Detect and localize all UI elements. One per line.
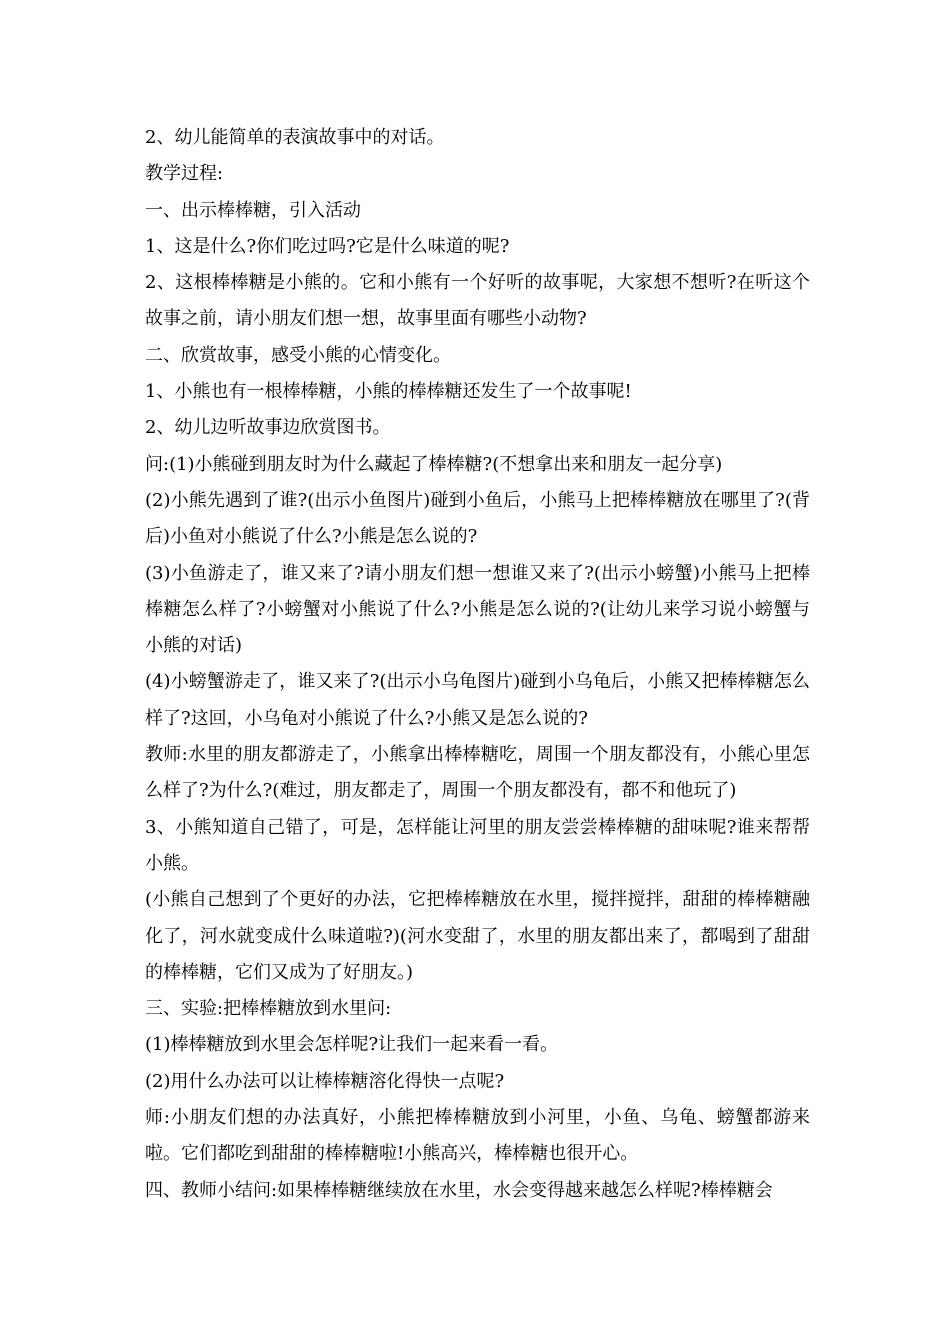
paragraph-2-2: 2、幼儿边听故事边欣赏图书。 [145, 417, 391, 439]
paragraph-experiment-2: (2)用什么办法可以让棒棒糖溶化得快一点呢? [145, 1070, 505, 1092]
paragraph-question-4: (4)小螃蟹游走了，谁又来了?(出示小乌龟图片)碰到小乌龟后，小熊又把棒棒糖怎么样了?这回，小乌龟对小熊说了什么?小熊又是怎么说的? [145, 671, 810, 729]
section-heading-4: 四、教师小结问:如果棒棒糖继续放在水里，水会变得越来越怎么样呢?棒棒糖会 [145, 1179, 773, 1201]
paragraph-experiment-1: (1)棒棒糖放到水里会怎样呢?让我们一起来看一看。 [145, 1034, 559, 1056]
section-heading-3: 三、实验:把棒棒糖放到水里问: [145, 998, 392, 1020]
paragraph-question-1: 问:(1)小熊碰到朋友时为什么藏起了棒棒糖?(不想拿出来和朋友一起分享) [145, 453, 723, 475]
document-page [145, 120, 810, 1209]
paragraph-objective-2: 2、幼儿能简单的表演故事中的对话。 [145, 127, 445, 148]
paragraph-answer: (小熊自己想到了个更好的办法，它把棒棒糖放在水里，搅拌搅拌，甜甜的棒棒糖融化了，河水就变成什么味道啦?)(河水变甜了，水里的朋友都出来了，都喝到了甜甜的棒棒糖，它们又成为了好朋友。) [145, 889, 810, 983]
paragraph-1-1: 1、这是什么?你们吃过吗?它是什么味道的呢? [145, 235, 510, 257]
paragraph-question-3: (3)小鱼游走了，谁又来了?请小朋友们想一想谁又来了?(出示小螃蟹)小熊马上把棒棒糖怎么样了?小螃蟹对小熊说了什么?小熊是怎么说的?(让幼儿来学习说小螃蟹与小熊的对话) [145, 562, 810, 657]
paragraph-1-2: 2、这根棒棒糖是小熊的。它和小熊有一个好听的故事呢，大家想不想听?在听这个故事之前，请小朋友们想一想，故事里面有哪些小动物? [145, 272, 810, 330]
paragraph-2-3: 3、小熊知道自己错了，可是，怎样能让河里的朋友尝尝棒棒糖的甜味呢?谁来帮帮小熊。 [145, 816, 810, 874]
paragraph-process-heading: 教学过程: [145, 163, 224, 185]
paragraph-question-2: (2)小熊先遇到了谁?(出示小鱼图片)碰到小鱼后，小熊马上把棒棒糖放在哪里了?(背后)小鱼对小熊说了什么?小熊是怎么说的? [145, 489, 810, 548]
paragraph-teacher: 教师:水里的朋友都游走了，小熊拿出棒棒糖吃，周围一个朋友都没有，小熊心里怎么样了?为什么?(难过，朋友都走了，周围一个朋友都没有，都不和他玩了) [145, 744, 810, 802]
section-heading-2: 二、欣赏故事，感受小熊的心情变化。 [145, 344, 451, 366]
paragraph-2-1: 1、小熊也有一根棒棒糖，小熊的棒棒糖还发生了一个故事呢! [145, 381, 632, 403]
section-heading-1: 一、出示棒棒糖，引入活动 [145, 199, 361, 221]
paragraph-teacher-2: 师:小朋友们想的办法真好，小熊把棒棒糖放到小河里，小鱼、乌龟、螃蟹都游来啦。它们都吃到甜甜的棒棒糖啦!小熊高兴，棒棒糖也很开心。 [145, 1107, 810, 1165]
